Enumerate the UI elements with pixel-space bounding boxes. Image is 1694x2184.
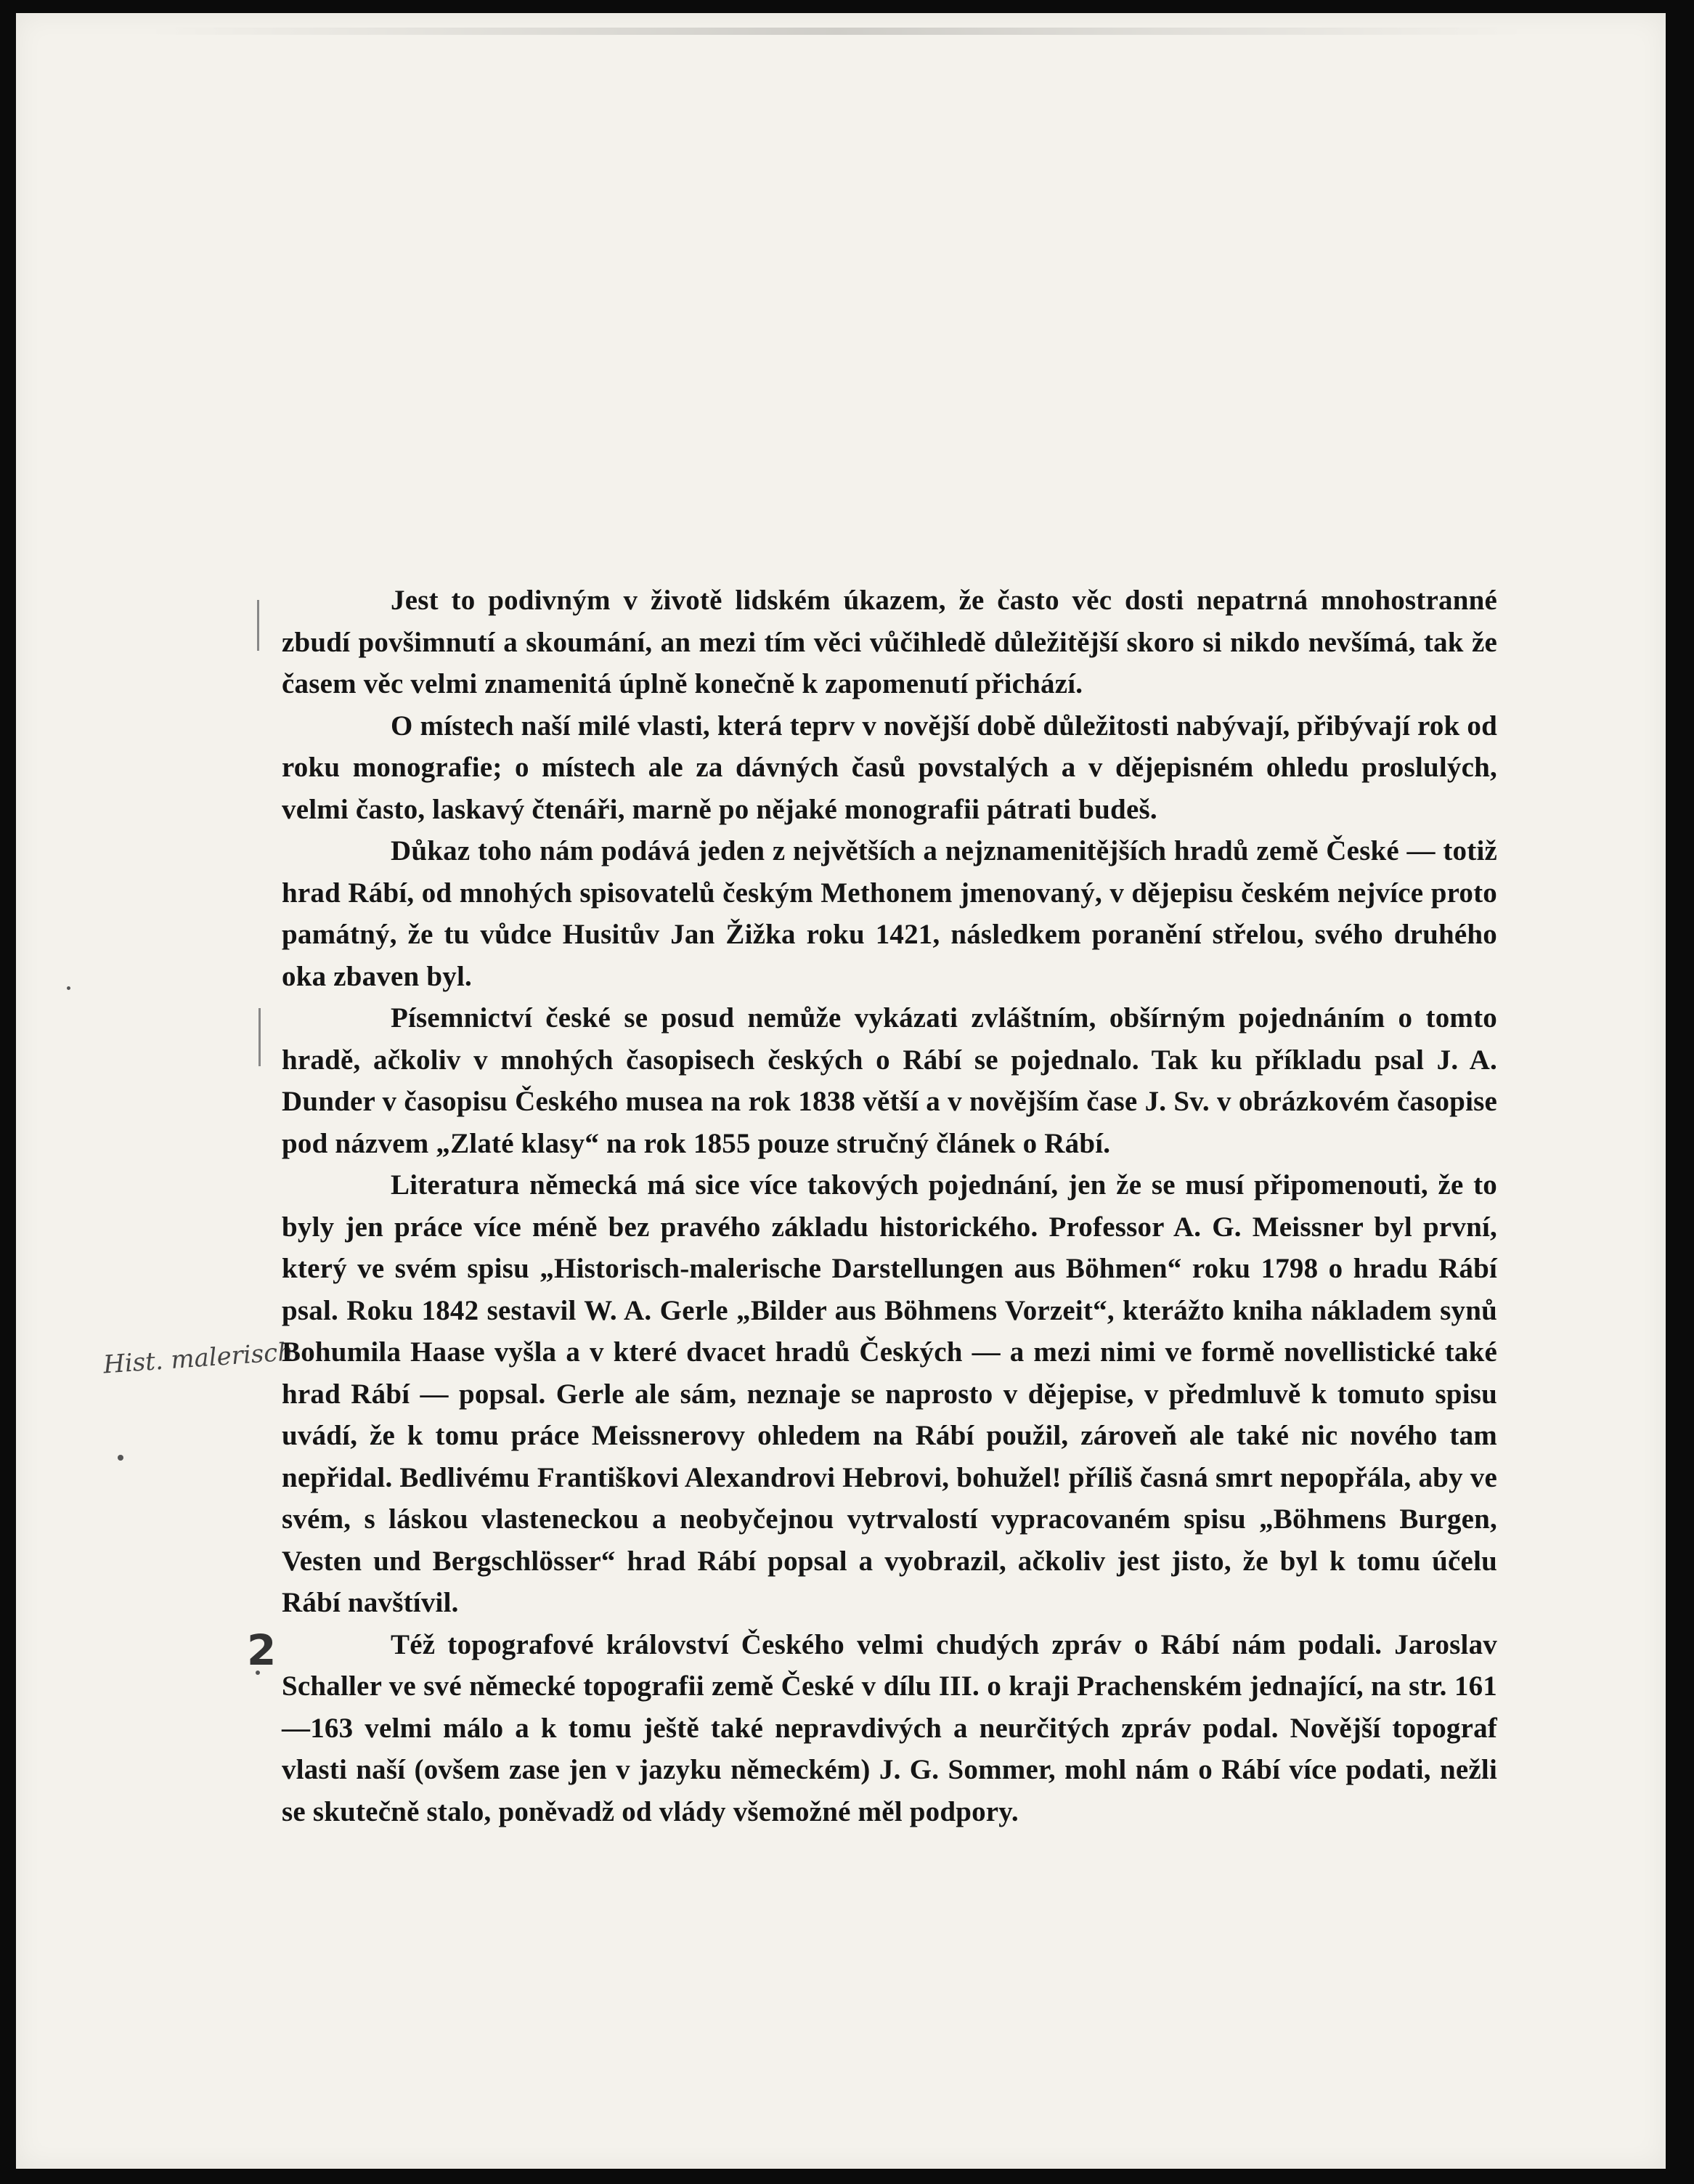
margin-dot	[118, 1455, 123, 1461]
body-text	[282, 580, 1497, 1832]
margin-numeral: 2	[247, 1625, 277, 1675]
margin-pencil-line	[258, 1008, 261, 1066]
paragraph-2: O místech naší milé vlasti, která teprv v novější době důležitosti nabývají, přibývají rok od roku monografie; o místech ale za dávných časů povstalých a v dějepisném ohledu proslulých, velmi často, laskavý čtenáři, marně po nějaké monografii pátrati budeš.	[282, 710, 1497, 825]
margin-dot	[67, 986, 70, 990]
handwritten-margin-note: Hist. malerisch.	[102, 1336, 303, 1380]
paragraph-6: Též topografové království Českého velmi chudých zpráv o Rábí nám podali. Jaroslav Schaller ve své německé topografii země České v dílu III. o kraji Prachenském jednající, na str. 161—163 velmi málo a k tomu ještě také nepravdivých a neurčitých zpráv podal. Novější topograf vlasti naší (ovšem zase jen v jazyku německém) J. G. Sommer, mohl nám o Rábí více podati, nežli se skutečně stalo, poněvadž od vlády všemožné měl podpory.	[282, 1628, 1497, 1827]
document-page	[16, 13, 1666, 2169]
paragraph-4: Písemnictví české se posud nemůže vykázati zvláštním, obšírným pojednáním o tomto hradě, ačkoliv v mnohých časopisech českých o Rábí se pojednalo. Tak ku příkladu psal J. A. Dunder v časopisu Českého musea na rok 1838 větší a v novějším čase J. Sv. v obrázkovém časopise pod názvem „Zlaté klasy“ na rok 1855 pouze stručný článek o Rábí.	[282, 1002, 1497, 1159]
scan-edge-shadow	[147, 28, 1526, 35]
paragraph-3: Důkaz toho nám podává jeden z největších a nejznamenitějších hradů země České — totiž hrad Rábí, od mnohých spisovatelů českým Methonem jmenovaný, v dějepisu českém nejvíce proto památný, že tu vůdce Husitův Jan Žižka roku 1421, následkem poranění střelou, svého druhého oka zbaven byl.	[282, 835, 1497, 992]
paragraph-1: Jest to podivným v životě lidském úkazem, že často věc dosti nepatrná mnohostranné zbudí povšimnutí a skoumání, an mezi tím věci vůčihledě důležitější skoro si nikdo nevšímá, tak že časem věc velmi znamenitá úplně konečně k zapomenutí přichází.	[282, 585, 1497, 699]
paragraph-5: Literatura německá má sice více takových pojednání, jen že se musí připomenouti, že to byly jen práce více méně bez pravého základu historického. Professor A. G. Meissner byl první, který ve svém spisu „Historisch-malerische Darstellungen aus Böhmen“ roku 1798 o hradu Rábí psal. Roku 1842 sestavil W. A. Gerle „Bilder aus Böhmens Vorzeit“, kterážto kniha nákladem synů Bohumila Haase vyšla a v které dvacet hradů Českých — a mezi nimi ve formě novellistické také hrad Rábí — popsal. Gerle ale sám, neznaje se naprosto v dějepise, v předmluvě k tomuto spisu uvádí, že k tomu práce Meissnerovy ohledem na Rábí použil, zároveň ale také nic nového tam nepřidal. Bedlivému Františkovi Alexandrovi Hebrovi, bohužel! příliš časná smrt nepopřála, aby ve svém, s láskou vlasteneckou a neobyčejnou vytrvalostí vypracovaném spisu „Böhmens Burgen, Vesten und Bergschlösser“ hrad Rábí popsal a vyobrazil, ačkoliv jest jisto, že byl k tomu účelu Rábí navštívil.	[282, 1169, 1497, 1618]
margin-pencil-line	[257, 600, 259, 651]
